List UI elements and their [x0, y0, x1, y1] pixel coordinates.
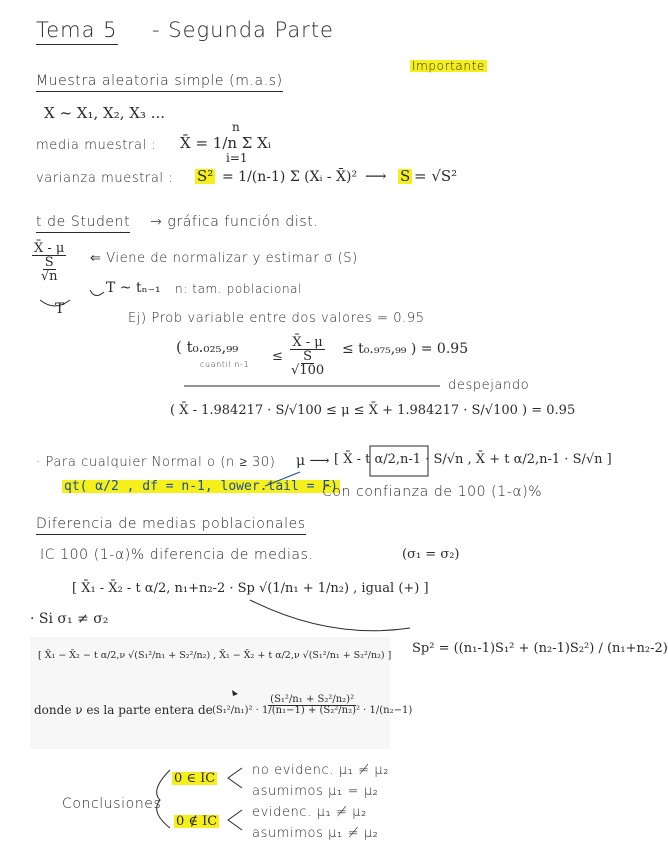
donde-label: donde ν es la parte entera de: [34, 703, 213, 717]
sigma-not-equal: · Si σ₁ ≠ σ₂: [30, 611, 109, 627]
title-main: Tema 5: [36, 18, 118, 45]
mu-arrow: μ ⟶: [296, 453, 330, 469]
section2-heading: t de Student: [36, 215, 130, 229]
lower-chevron: [228, 810, 242, 830]
confidence-label: Con confianza de 100 (1-α)%: [322, 484, 543, 500]
printed-formula-box: [30, 637, 413, 749]
nu-fraction: $\frac{\text{(S₁²/n₁ + S₂²/n₂)²}}{\text{(S₁²/n₁)² · 1/(n₁−1) + (S₂²/n₂)² · 1/(n₂−1)}}$: [212, 694, 413, 716]
normalize-note: ⇐ Viene de normalizar y estimar σ (S): [90, 251, 358, 266]
var-label: varianza muestral :: [36, 171, 174, 186]
sum-top: n: [232, 120, 240, 134]
section1-heading: Muestra aleatoria simple (m.a.s): [36, 74, 283, 88]
qt-code: qt( α/2 , df = n-1, lower.tail = F): [64, 479, 338, 494]
eq1-left-note: cuantil n-1: [200, 360, 250, 369]
despejando-label: despejando: [448, 378, 530, 393]
eq1-right: ≤ t₀.₉₇₅,₉₉ ) = 0.95: [342, 341, 469, 357]
eq1-left: ( t₀.₀₂₅,₉₉: [176, 338, 239, 356]
standardized-expression: $\frac{X̄ - \mu}{\frac{S}{√n}}$: [34, 241, 65, 284]
eq2: ( X̄ - 1.984217 · S/√100 ≤ μ ≤ X̄ + 1.984217 · S/√100 ) = 0.95: [170, 403, 576, 418]
t-note: n: tam. poblacional: [175, 282, 303, 296]
var-formula: = 1/(n-1) Σ (Xᵢ - X̄)²: [222, 169, 358, 185]
equal-variance-formula: [ X̄₁ - X̄₂ - t α/2, n₁+n₂-2 · Sp √(1/n₁ + 1/n₂) , igual (+) ]: [72, 581, 429, 596]
pooled-variance-formula: Sp² = ((n₁-1)S₁² + (n₂-1)S₂²) / (n₁+n₂-2): [412, 641, 668, 656]
sum-bottom: i=1: [226, 151, 248, 165]
zero-not-in-ic: 0 ∉ IC: [176, 814, 218, 829]
s-formula: = √S²: [414, 167, 458, 185]
title-rest: - Segunda Parte: [152, 18, 334, 42]
conclusions-label: Conclusiones: [62, 796, 162, 812]
t-distribution: T ~ tₙ₋₁: [106, 280, 161, 296]
normal-line: · Para cualquier Normal o (n ≥ 30): [36, 455, 276, 470]
sp-arrow: [250, 600, 410, 631]
ci-formula: [ X̄ - t α/2,n-1 · S/√n , X̄ + t α/2,n-1 · S/√n ]: [334, 452, 612, 467]
var-arrow: ⟶: [365, 167, 387, 185]
t-letter: T: [55, 301, 65, 317]
sigma-equal: (σ₁ = σ₂): [402, 547, 460, 562]
media-label: media muestral :: [36, 138, 157, 153]
conclusion-item: asumimos μ₁ = μ₂: [252, 784, 379, 799]
hook-arrow-stroke: [90, 290, 104, 296]
example-label: Ej) Prob variable entre dos valores = 0.95: [128, 311, 425, 326]
s-symbol: S: [400, 167, 411, 185]
page-title: [36, 20, 118, 41]
conclusion-item: asumimos μ₁ ≠ μ₂: [252, 826, 379, 841]
eq1-middle: ≤ $\frac{X̄ - \mu}{\frac{S}{√100}}$: [272, 335, 325, 378]
upper-chevron: [228, 768, 242, 788]
important-tag: Importante: [412, 59, 485, 73]
section2-heading-rest: → gráfica función dist.: [150, 214, 319, 230]
var-symbol: S²: [197, 167, 214, 185]
printed-ci-formula: [ X̄₁ − X̄₂ − t α/2,ν √(S₁²/n₁ + S₂²/n₂) , X̄₁ − X̄₂ + t α/2,ν √(S₁²/n₁ + S₂²/n₂) ]: [38, 650, 392, 661]
media-formula: X̄ = 1/n Σ Xᵢ: [180, 134, 271, 152]
ic-line: IC 100 (1-α)% diferencia de medias.: [40, 547, 314, 563]
conclusion-item: no evidenc. μ₁ ≠ μ₂: [252, 763, 390, 778]
conclusion-item: evidenc. μ₁ ≠ μ₂: [252, 805, 367, 820]
zero-in-ic: 0 ∈ IC: [174, 771, 216, 786]
sample-variables: X ~ X₁, X₂, X₃ ...: [44, 104, 166, 122]
section4-heading: Diferencia de medias poblacionales: [36, 517, 306, 531]
